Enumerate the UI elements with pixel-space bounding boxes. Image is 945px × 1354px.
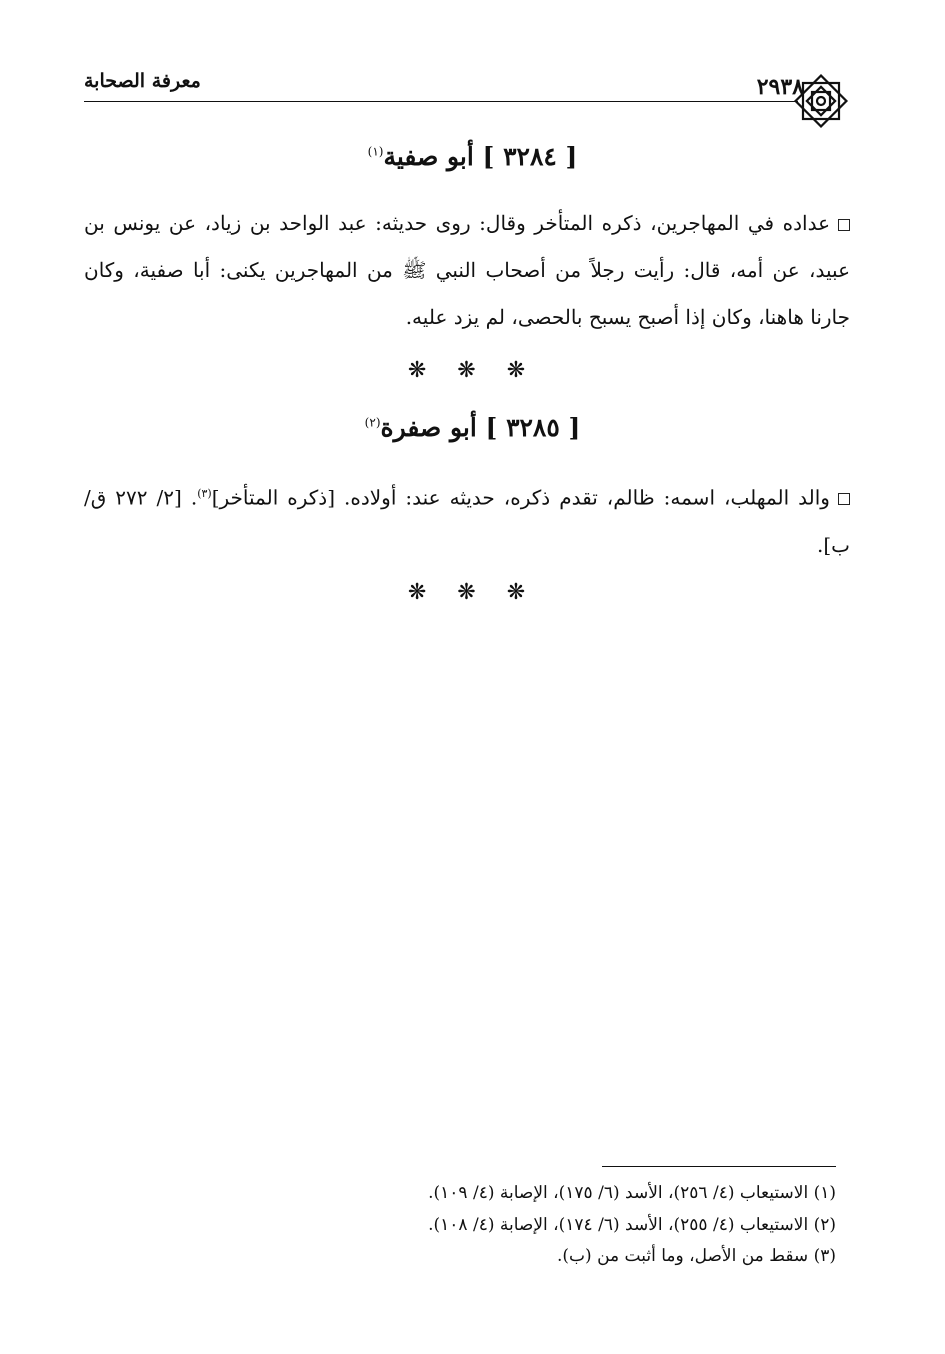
section-separator: ❋ ❋ ❋ bbox=[407, 580, 538, 605]
entry-body: عداده في المهاجرين، ذكره المتأخر وقال: روى حديثه: عبد الواحد بن زياد، عن يونس بن عبيد، عن أمه، قال: رأيت رجلاً من أصحاب النبي ﷺ من المهاجرين يكنى: أبا صفية، وكان جارنا هاهنا، وكان إذا أصبح يسبح بالحصى، لم يزد عليه. bbox=[84, 211, 850, 329]
footnote-rule bbox=[602, 1166, 836, 1167]
running-head bbox=[84, 62, 804, 102]
entry-number: [ ٣٢٨٥ ] bbox=[485, 413, 581, 442]
header-rule bbox=[84, 101, 798, 102]
entry-text-3284 bbox=[84, 200, 850, 341]
entry-heading-3285 bbox=[0, 413, 945, 442]
footnote-3: (٣) سقط من الأصل، وما أثبت من (ب). bbox=[557, 1246, 836, 1266]
footnote-1: (١) الاستيعاب (٤/ ٢٥٦)، الأسد (٦/ ١٧٥)، الإصابة (٤/ ١٠٩). bbox=[428, 1183, 836, 1203]
footnote-ref: (٢) bbox=[364, 415, 381, 430]
entry-name: أبو صفية bbox=[383, 142, 474, 171]
entry-body: والد المهلب، اسمه: ظالم، تقدم ذكره، حديثه عند: أولاده. [ذكره المتأخر] bbox=[211, 485, 830, 510]
footnote-ref: (١) bbox=[367, 144, 384, 159]
paragraph-marker-icon bbox=[838, 219, 850, 231]
section-separator: ❋ ❋ ❋ bbox=[407, 358, 538, 383]
entry-name: أبو صفرة bbox=[380, 413, 477, 442]
footnotes bbox=[240, 1178, 836, 1273]
footnote-ref: (٣) bbox=[197, 487, 212, 500]
footnote-2: (٢) الاستيعاب (٤/ ٢٥٥)، الأسد (٦/ ١٧٤)، الإصابة (٤/ ١٠٨). bbox=[428, 1214, 836, 1235]
entry-body-end: . [٢/ ٢٧٢ ق/ ب]. bbox=[84, 485, 850, 557]
entry-heading-3284 bbox=[0, 142, 945, 171]
ornament-icon bbox=[790, 70, 852, 132]
page-number: ٢٩٣٨ bbox=[756, 74, 804, 100]
paragraph-marker-icon bbox=[838, 493, 850, 505]
book-title: معرفة الصحابة bbox=[84, 70, 201, 92]
entry-number: [ ٣٢٨٤ ] bbox=[482, 142, 578, 171]
entry-text-3285 bbox=[84, 470, 850, 569]
